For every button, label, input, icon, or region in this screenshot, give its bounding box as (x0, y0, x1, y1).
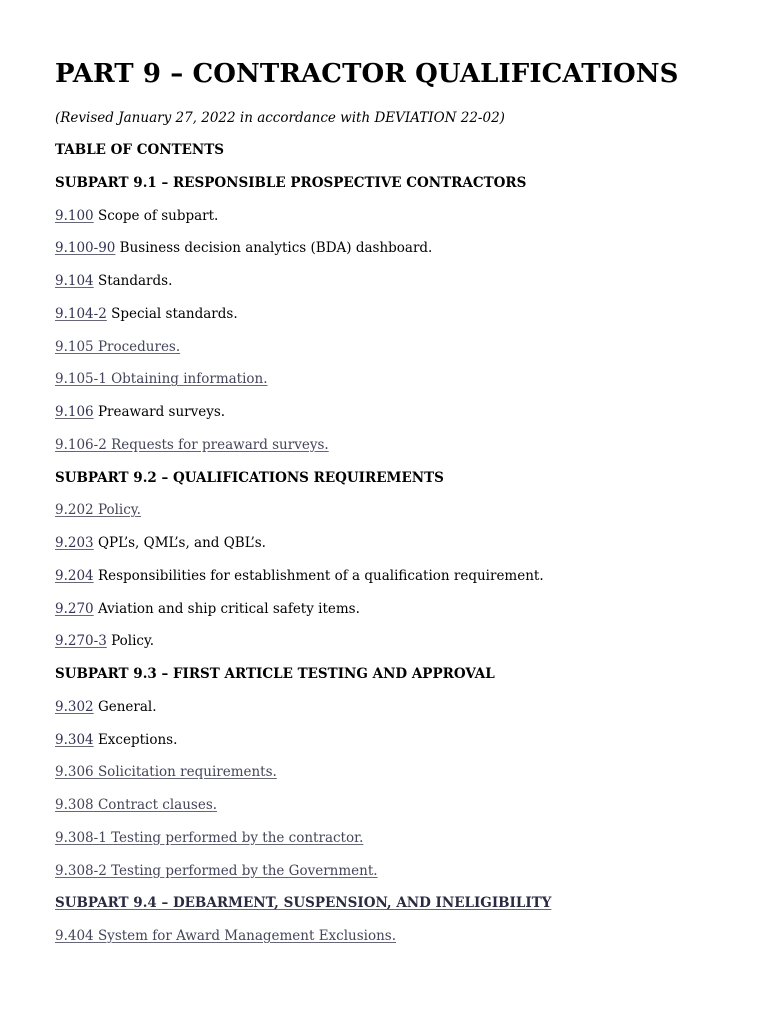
subpart-heading: SUBPART 9.1 – RESPONSIBLE PROSPECTIVE CONTRACTORS (55, 174, 527, 191)
subpart-heading (55, 894, 755, 927)
section-title: QPL’s, QML’s, and QBL’s. (93, 535, 266, 551)
section-number-link[interactable]: 9.270 (55, 600, 94, 617)
section-number-link[interactable]: 9.204 (55, 567, 94, 584)
toc-entry (55, 829, 755, 862)
page-title: PART 9 – CONTRACTOR QUALIFICATIONS (55, 59, 679, 89)
section-title: General. (93, 698, 157, 715)
toc-entry (55, 272, 755, 305)
subpart-heading: SUBPART 9.3 – FIRST ARTICLE TESTING AND APPROVAL (55, 666, 495, 682)
toc-entry (55, 632, 755, 665)
toc-entry (55, 436, 755, 469)
section-title: Exceptions. (93, 731, 178, 748)
section-number-link[interactable]: 9.104-2 (55, 305, 107, 322)
section-link[interactable]: 9.202 Policy. (55, 502, 141, 519)
section-link[interactable]: 9.306 Solicitation requirements. (55, 764, 277, 781)
section-title: Preaward surveys. (93, 404, 226, 420)
section-number-link[interactable]: 9.270-3 (55, 633, 107, 650)
toc-entry (55, 534, 755, 567)
section-title: Aviation and ship critical safety items. (93, 600, 360, 617)
toc-entry (55, 370, 755, 403)
section-number-link[interactable]: 9.104 (55, 273, 94, 289)
subpart-link[interactable]: SUBPART 9.4 – DEBARMENT, SUSPENSION, AND INELIGIBILITY (55, 895, 552, 912)
toc-heading: TABLE OF CONTENTS (55, 142, 225, 158)
toc-entry (55, 239, 755, 272)
toc-entry (55, 501, 755, 534)
section-number-link[interactable]: 9.304 (55, 731, 94, 748)
section-link[interactable]: 9.308 Contract clauses. (55, 797, 218, 813)
toc-entry (55, 567, 755, 600)
document-page (55, 57, 755, 944)
subpart-heading: SUBPART 9.2 – QUALIFICATIONS REQUIREMENTS (55, 469, 444, 486)
toc-entry (55, 796, 755, 829)
section-number-link[interactable]: 9.100 (55, 207, 94, 224)
section-link[interactable]: 9.308-2 Testing performed by the Government. (55, 862, 378, 879)
section-title: Responsibilities for establishment of a qualification requirement. (93, 567, 544, 584)
toc-entry (55, 600, 755, 633)
section-number-link[interactable]: 9.106 (55, 404, 94, 420)
revision-note: (Revised January 27, 2022 in accordance with DEVIATION 22-02) (55, 110, 505, 126)
toc-entry (55, 731, 755, 764)
section-title: Standards. (93, 273, 173, 289)
section-number-link[interactable]: 9.302 (55, 698, 94, 715)
section-link[interactable]: 9.308-1 Testing performed by the contractor. (55, 829, 364, 846)
section-title: Scope of subpart. (93, 207, 219, 224)
section-link[interactable]: 9.106-2 Requests for preaward surveys. (55, 436, 329, 453)
toc-entry (55, 927, 755, 960)
toc-entry (55, 207, 755, 240)
toc-entry (55, 862, 755, 895)
table-of-contents (55, 141, 755, 960)
section-link[interactable]: 9.105 Procedures. (55, 338, 181, 355)
section-link[interactable]: 9.105-1 Obtaining information. (55, 371, 268, 388)
toc-entry (55, 305, 755, 338)
toc-entry (55, 338, 755, 371)
section-title: Special standards. (106, 305, 238, 322)
section-number-link[interactable]: 9.203 (55, 535, 94, 551)
section-title: Business decision analytics (BDA) dashboard. (115, 240, 433, 257)
section-title: Policy. (106, 633, 155, 650)
toc-entry (55, 698, 755, 731)
toc-entry (55, 763, 755, 796)
toc-entry (55, 403, 755, 436)
section-link[interactable]: 9.404 System for Award Management Exclusions. (55, 928, 397, 944)
section-number-link[interactable]: 9.100-90 (55, 240, 116, 257)
